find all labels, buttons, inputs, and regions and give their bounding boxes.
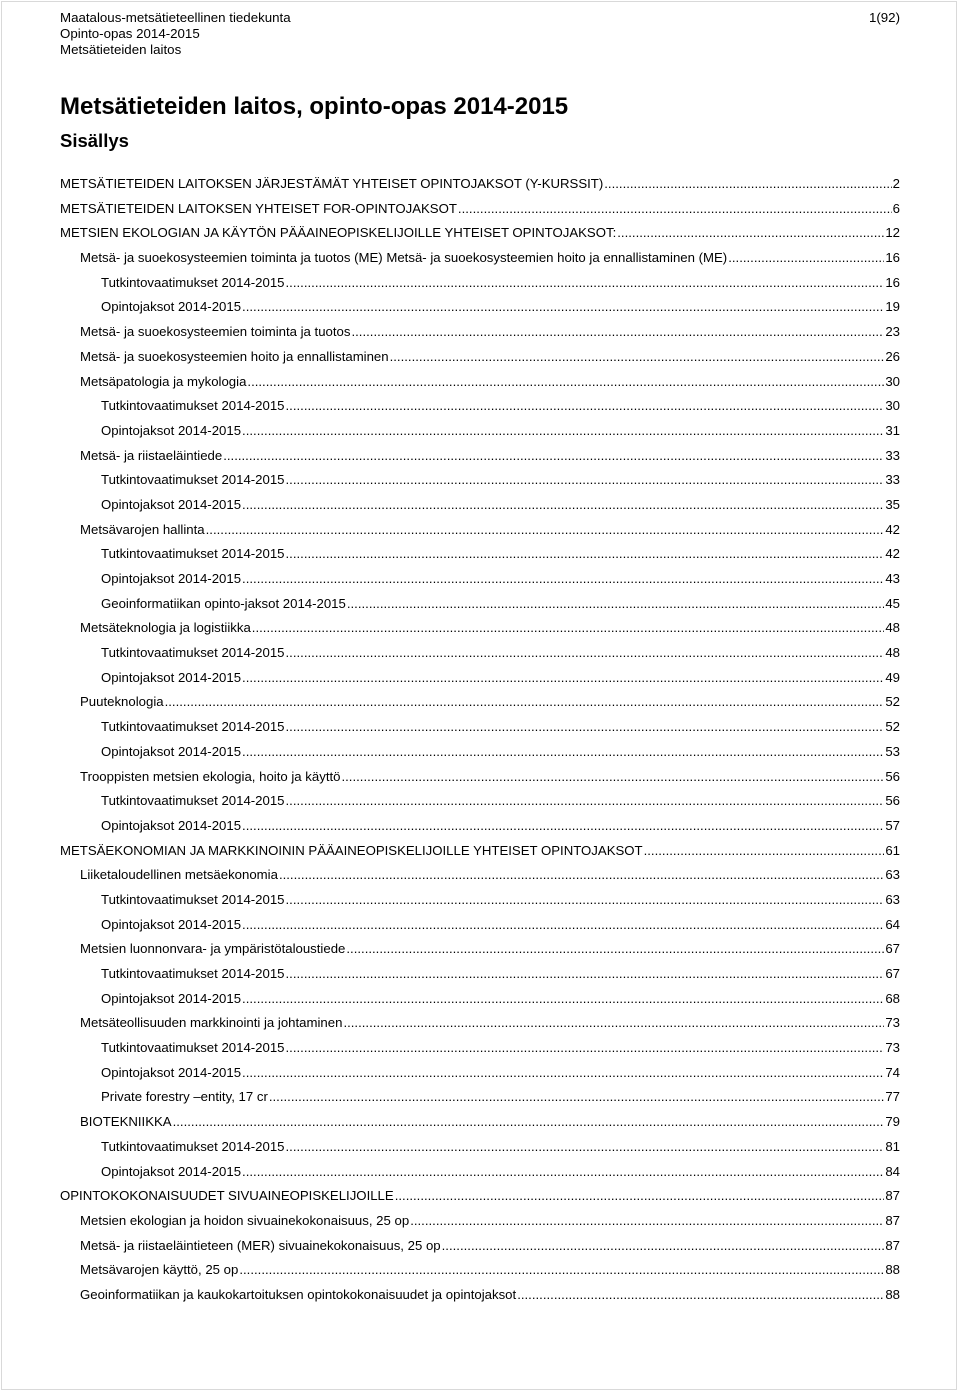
toc-entry-title[interactable]: BIOTEKNIIKKA <box>80 1114 172 1130</box>
toc-entry-page[interactable]: 16 <box>885 274 900 290</box>
toc-dot-leader <box>269 1085 884 1110</box>
toc-entry-page[interactable]: 67 <box>885 941 900 957</box>
toc-dot-leader <box>442 1234 885 1259</box>
toc-entry[interactable] <box>60 937 900 962</box>
toc-entry-title[interactable]: Geoinformatiikan ja kaukokartoituksen opintokokonaisuudet ja opintojaksot <box>80 1286 517 1302</box>
toc-dot-leader <box>242 814 884 839</box>
toc-entry[interactable] <box>60 814 900 839</box>
toc-entry[interactable] <box>60 789 900 814</box>
toc-entry-title[interactable]: Metsäteollisuuden markkinointi ja johtaminen <box>80 1015 343 1031</box>
page-number: 1(92) <box>868 10 900 25</box>
toc-heading: Sisällys <box>60 130 129 151</box>
toc-dot-leader <box>644 839 885 864</box>
table-of-contents <box>60 172 900 1308</box>
toc-entry-title[interactable]: Metsä- ja suoekosysteemien toiminta ja tuotos <box>80 324 351 340</box>
toc-dot-leader <box>347 592 884 617</box>
toc-entry[interactable] <box>60 1209 900 1234</box>
toc-dot-leader <box>728 246 884 271</box>
toc-entry-title[interactable]: Opintojaksot 2014-2015 <box>101 743 242 759</box>
toc-entry-page[interactable]: 30 <box>885 398 900 414</box>
toc-entry-page[interactable]: 73 <box>885 1040 900 1056</box>
toc-dot-leader <box>458 197 892 222</box>
toc-entry-page[interactable]: 88 <box>885 1286 900 1302</box>
toc-entry-title[interactable]: Tutkintovaatimukset 2014-2015 <box>101 719 285 735</box>
toc-dot-leader <box>242 913 884 938</box>
toc-entry[interactable] <box>60 666 900 691</box>
toc-entry[interactable] <box>60 987 900 1012</box>
toc-entry[interactable] <box>60 592 900 617</box>
toc-dot-leader <box>242 740 884 765</box>
toc-entry-page[interactable]: 42 <box>885 546 900 562</box>
toc-entry-title[interactable]: Opintojaksot 2014-2015 <box>101 916 242 932</box>
toc-entry[interactable] <box>60 863 900 888</box>
toc-entry[interactable] <box>60 444 900 469</box>
toc-entry-title[interactable]: Opintojaksot 2014-2015 <box>101 422 242 438</box>
toc-entry-page[interactable]: 63 <box>885 867 900 883</box>
toc-entry-title[interactable]: Metsä- ja suoekosysteemien toiminta ja tuotos (ME) Metsä- ja suoekosysteemien hoito ja ennallistaminen (ME) <box>80 250 728 266</box>
toc-entry-page[interactable]: 48 <box>885 620 900 636</box>
toc-dot-leader <box>173 1110 885 1135</box>
toc-entry-title[interactable]: OPINTOKOKONAISUUDET SIVUAINEOPISKELIJOILLE <box>60 1188 394 1204</box>
toc-entry-page[interactable]: 43 <box>885 571 900 586</box>
toc-entry-title[interactable]: Opintojaksot 2014-2015 <box>101 669 242 685</box>
toc-entry[interactable] <box>60 1061 900 1086</box>
toc-entry-title[interactable]: Tutkintovaatimukset 2014-2015 <box>101 1138 285 1154</box>
toc-entry-page[interactable]: 30 <box>885 373 900 389</box>
toc-entry-page[interactable]: 52 <box>885 694 900 710</box>
toc-entry[interactable] <box>60 888 900 913</box>
toc-dot-leader <box>279 863 884 888</box>
toc-entry[interactable] <box>60 1011 900 1036</box>
toc-entry-page[interactable]: 33 <box>885 447 900 463</box>
toc-entry-title[interactable]: Puuteknologia <box>80 694 164 710</box>
toc-entry-title[interactable]: Tutkintovaatimukset 2014-2015 <box>101 274 285 290</box>
toc-entry-title[interactable]: Opintojaksot 2014-2015 <box>101 817 242 833</box>
toc-dot-leader <box>341 765 884 790</box>
toc-entry-title[interactable]: Opintojaksot 2014-2015 <box>101 299 242 315</box>
toc-dot-leader <box>242 1061 884 1086</box>
toc-entry[interactable] <box>60 1085 900 1110</box>
toc-entry-title[interactable]: METSÄTIETEIDEN LAITOKSEN JÄRJESTÄMÄT YHTEISET OPINTOJAKSOT (Y-KURSSIT) <box>60 176 604 191</box>
toc-dot-leader <box>343 1011 884 1036</box>
toc-entry-page[interactable]: 19 <box>885 299 900 315</box>
toc-entry-page[interactable]: 2 <box>892 176 900 191</box>
toc-dot-leader <box>617 221 884 246</box>
toc-dot-leader <box>286 641 885 666</box>
toc-entry-title[interactable]: Metsävarojen hallinta <box>80 521 205 537</box>
toc-dot-leader <box>286 962 885 987</box>
toc-dot-leader <box>247 370 884 395</box>
toc-entry-page[interactable]: 56 <box>885 793 900 809</box>
toc-entry[interactable] <box>60 715 900 740</box>
toc-entry-page[interactable]: 74 <box>885 1064 900 1080</box>
toc-entry-title[interactable]: Geoinformatiikan opinto-jaksot 2014-2015 <box>101 595 346 611</box>
toc-dot-leader <box>286 1135 885 1160</box>
toc-entry-page[interactable]: 12 <box>885 225 900 241</box>
toc-entry[interactable] <box>60 542 900 567</box>
toc-entry-page[interactable]: 61 <box>885 842 900 858</box>
toc-entry-page[interactable]: 84 <box>885 1163 900 1179</box>
toc-entry-page[interactable]: 53 <box>885 743 900 759</box>
toc-entry[interactable] <box>60 221 900 246</box>
toc-dot-leader <box>286 468 885 493</box>
toc-dot-leader <box>410 1209 884 1234</box>
toc-dot-leader <box>206 518 885 543</box>
toc-entry-title[interactable]: Tutkintovaatimukset 2014-2015 <box>101 398 285 414</box>
toc-entry[interactable] <box>60 246 900 271</box>
page-header <box>60 10 900 58</box>
toc-entry[interactable] <box>60 493 900 518</box>
toc-entry-page[interactable]: 56 <box>885 768 900 784</box>
toc-entry[interactable] <box>60 1135 900 1160</box>
toc-entry-page[interactable]: 33 <box>885 472 900 488</box>
toc-entry[interactable] <box>60 172 900 197</box>
toc-entry-title[interactable]: Tutkintovaatimukset 2014-2015 <box>101 793 285 809</box>
toc-entry-page[interactable]: 35 <box>885 496 900 512</box>
toc-dot-leader <box>390 345 885 370</box>
toc-entry-page[interactable]: 6 <box>892 200 900 216</box>
toc-entry-title[interactable]: Metsäteknologia ja logistiikka <box>80 620 251 636</box>
toc-entry[interactable] <box>60 271 900 296</box>
toc-dot-leader <box>395 1184 885 1209</box>
toc-entry-page[interactable]: 52 <box>885 719 900 735</box>
toc-dot-leader <box>286 271 885 296</box>
toc-entry-page[interactable]: 26 <box>885 348 900 364</box>
toc-dot-leader <box>242 493 884 518</box>
toc-entry[interactable] <box>60 394 900 419</box>
toc-dot-leader <box>223 444 884 469</box>
toc-entry-page[interactable]: 23 <box>885 324 900 340</box>
toc-dot-leader <box>286 394 885 419</box>
toc-dot-leader <box>242 987 884 1012</box>
toc-entry-title[interactable]: Metsien ekologian ja hoidon sivuainekokonaisuus, 25 op <box>80 1212 410 1228</box>
toc-dot-leader <box>286 1036 885 1061</box>
toc-dot-leader <box>165 690 885 715</box>
toc-entry[interactable] <box>60 690 900 715</box>
toc-entry-title[interactable]: Metsäpatologia ja mykologia <box>80 373 247 389</box>
toc-entry-page[interactable]: 87 <box>885 1188 900 1204</box>
toc-dot-leader <box>242 295 884 320</box>
toc-dot-leader <box>604 172 891 197</box>
toc-entry[interactable] <box>60 913 900 938</box>
toc-entry-title[interactable]: METSÄTIETEIDEN LAITOKSEN YHTEISET FOR-OPINTOJAKSOT <box>60 200 457 216</box>
toc-entry-title[interactable]: Opintojaksot 2014-2015 <box>101 496 242 512</box>
toc-entry-page[interactable]: 64 <box>885 916 900 932</box>
toc-entry-title[interactable]: Tutkintovaatimukset 2014-2015 <box>101 472 285 488</box>
toc-entry-page[interactable]: 48 <box>885 645 900 661</box>
toc-dot-leader <box>286 542 885 567</box>
toc-entry-page[interactable]: 42 <box>885 521 900 537</box>
toc-entry-title[interactable]: Metsien luonnonvara- ja ympäristötaloustiede <box>80 941 346 957</box>
toc-entry-title[interactable]: Tutkintovaatimukset 2014-2015 <box>101 966 285 981</box>
toc-entry-page[interactable]: 73 <box>885 1015 900 1031</box>
toc-dot-leader <box>286 715 885 740</box>
toc-entry[interactable] <box>60 295 900 320</box>
toc-entry[interactable] <box>60 1160 900 1185</box>
toc-entry-page[interactable]: 88 <box>885 1262 900 1278</box>
toc-entry-page[interactable]: 81 <box>885 1138 900 1154</box>
toc-dot-leader <box>242 1160 884 1185</box>
toc-entry[interactable] <box>60 1036 900 1061</box>
toc-entry[interactable] <box>60 419 900 444</box>
toc-entry-title[interactable]: Opintojaksot 2014-2015 <box>101 1163 242 1179</box>
toc-entry[interactable] <box>60 320 900 345</box>
toc-entry-page[interactable]: 67 <box>885 966 900 981</box>
toc-entry-title[interactable]: METSÄEKONOMIAN JA MARKKINOININ PÄÄAINEOPISKELIJOILLE YHTEISET OPINTOJAKSOT <box>60 842 643 858</box>
document-title: Metsätieteiden laitos, opinto-opas 2014-2015 <box>60 93 569 120</box>
toc-entry-page[interactable]: 77 <box>885 1089 900 1105</box>
toc-dot-leader <box>517 1283 884 1308</box>
toc-entry-title[interactable]: Tutkintovaatimukset 2014-2015 <box>101 1040 285 1056</box>
header-faculty: Maatalous-metsätieteellinen tiedekunta <box>60 10 291 25</box>
toc-dot-leader <box>351 320 884 345</box>
toc-dot-leader <box>252 616 885 641</box>
toc-entry[interactable] <box>60 641 900 666</box>
toc-dot-leader <box>286 789 885 814</box>
toc-dot-leader <box>242 567 884 592</box>
toc-entry[interactable] <box>60 1234 900 1259</box>
toc-entry-title[interactable]: Tutkintovaatimukset 2014-2015 <box>101 546 285 562</box>
toc-entry-title[interactable]: Metsä- ja riistaeläintieteen (MER) sivuainekokonaisuus, 25 op <box>80 1237 441 1253</box>
toc-dot-leader <box>242 666 884 691</box>
toc-dot-leader <box>239 1258 884 1283</box>
toc-entry-title[interactable]: Opintojaksot 2014-2015 <box>101 571 242 586</box>
toc-entry-page[interactable]: 49 <box>885 669 900 685</box>
toc-dot-leader <box>242 419 884 444</box>
toc-entry[interactable] <box>60 839 900 864</box>
toc-entry[interactable] <box>60 740 900 765</box>
toc-entry[interactable] <box>60 1283 900 1308</box>
toc-entry-page[interactable]: 79 <box>885 1114 900 1130</box>
toc-entry-title[interactable]: Metsä- ja suoekosysteemien hoito ja ennallistaminen <box>80 348 389 364</box>
toc-entry-page[interactable]: 57 <box>885 817 900 833</box>
toc-entry[interactable] <box>60 962 900 987</box>
toc-entry[interactable] <box>60 765 900 790</box>
toc-entry-page[interactable]: 31 <box>885 422 900 438</box>
toc-entry-title[interactable]: Tutkintovaatimukset 2014-2015 <box>101 645 285 661</box>
toc-entry[interactable] <box>60 616 900 641</box>
toc-entry-page[interactable]: 63 <box>885 891 900 907</box>
toc-entry-title[interactable]: METSIEN EKOLOGIAN JA KÄYTÖN PÄÄAINEOPISKELIJOILLE YHTEISET OPINTOJAKSOT: <box>60 225 617 241</box>
toc-entry-page[interactable]: 87 <box>885 1212 900 1228</box>
toc-entry[interactable] <box>60 345 900 370</box>
toc-entry[interactable] <box>60 1258 900 1283</box>
toc-entry-title[interactable]: Trooppisten metsien ekologia, hoito ja käyttö <box>80 768 341 784</box>
toc-entry[interactable] <box>60 518 900 543</box>
toc-entry-title[interactable]: Opintojaksot 2014-2015 <box>101 1064 242 1080</box>
toc-entry[interactable] <box>60 370 900 395</box>
toc-entry-page[interactable]: 16 <box>885 250 900 266</box>
toc-entry[interactable] <box>60 197 900 222</box>
toc-entry-title[interactable]: Metsävarojen käyttö, 25 op <box>80 1262 239 1278</box>
toc-dot-leader <box>286 888 885 913</box>
toc-entry-title[interactable]: Tutkintovaatimukset 2014-2015 <box>101 891 285 907</box>
toc-entry[interactable] <box>60 1184 900 1209</box>
toc-entry-page[interactable]: 68 <box>885 990 900 1006</box>
toc-entry-title[interactable]: Opintojaksot 2014-2015 <box>101 990 242 1006</box>
toc-entry-page[interactable]: 87 <box>885 1237 900 1253</box>
toc-entry-title[interactable]: Private forestry –entity, 17 cr <box>101 1089 268 1105</box>
toc-entry[interactable] <box>60 1110 900 1135</box>
toc-entry-title[interactable]: Liiketaloudellinen metsäekonomia <box>80 867 278 883</box>
toc-entry-title[interactable]: Metsä- ja riistaeläintiede <box>80 447 223 463</box>
toc-entry[interactable] <box>60 468 900 493</box>
toc-dot-leader <box>346 937 884 962</box>
header-guide: Opinto-opas 2014-2015 <box>60 26 200 41</box>
header-department: Metsätieteiden laitos <box>60 42 182 57</box>
toc-entry-page[interactable]: 45 <box>885 595 900 611</box>
toc-entry[interactable] <box>60 567 900 592</box>
